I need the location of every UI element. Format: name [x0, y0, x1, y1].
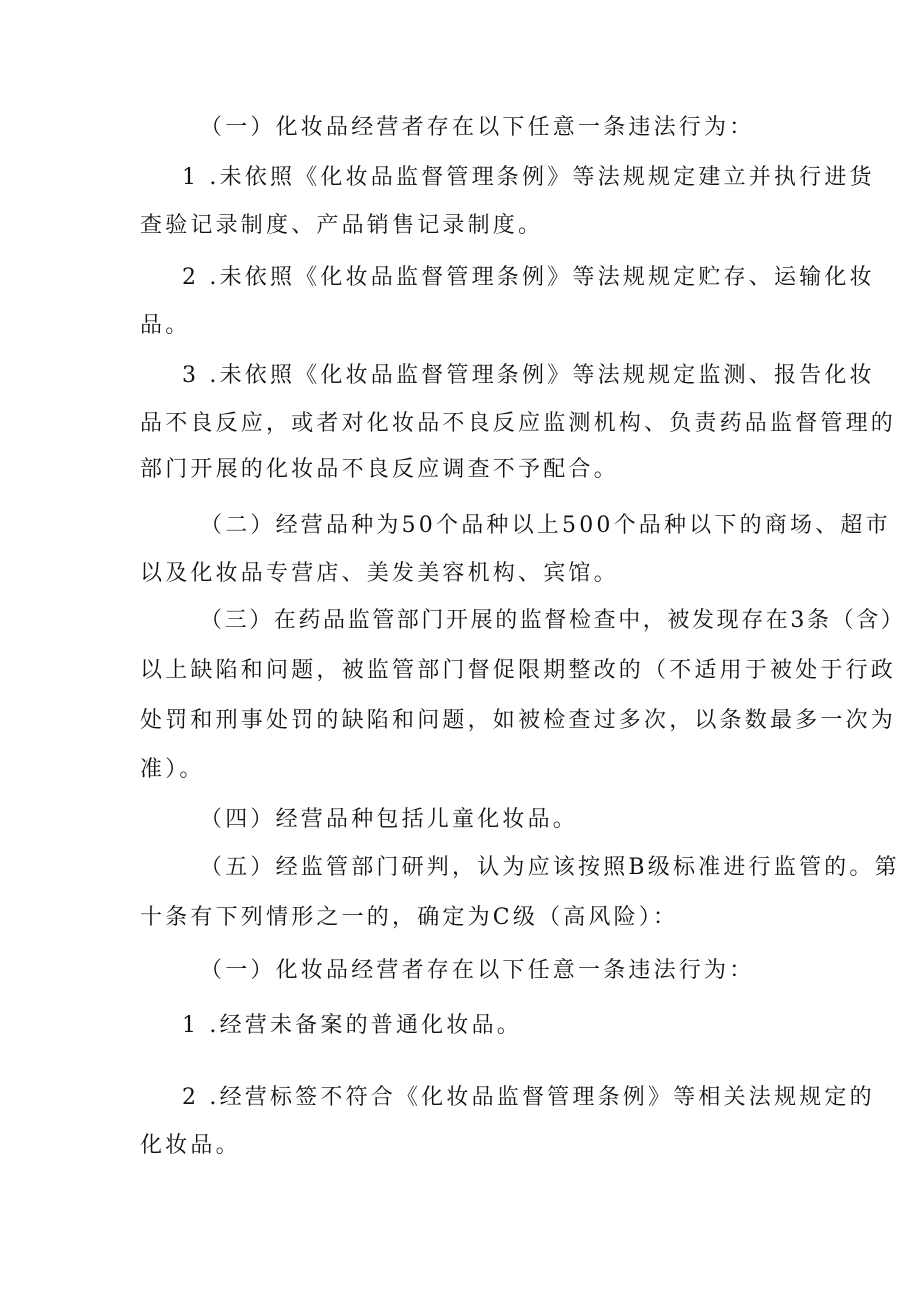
text-line-section-4: （四）经营品种包括儿童化妆品。: [200, 807, 579, 832]
text-line-item-1-part-1: 1 .未依照《化妆品监督管理条例》等法规规定建立并执行进货: [182, 165, 875, 190]
text-line-section-2-part-1: （二）经营品种为50个品种以上500个品种以下的商场、超市: [200, 513, 891, 538]
text-line-section-3-part-4: 准）。: [140, 757, 205, 782]
text-line-c-section-1-heading: （一）化妆品经营者存在以下任意一条违法行为：: [200, 958, 755, 983]
text-line-section-3-part-2: 以上缺陷和问题，被监管部门督促限期整改的（不适用于被处于行政: [140, 658, 897, 683]
text-line-section-3-part-3: 处罚和刑事处罚的缺陷和问题，如被检查过多次，以条数最多一次为: [140, 708, 897, 733]
text-line-section-5-part-1: （五）经监管部门研判，认为应该按照B级标准进行监管的。第: [200, 855, 900, 880]
text-line-item-3-part-1: 3 .未依照《化妆品监督管理条例》等法规规定监测、报告化妆: [182, 363, 875, 388]
text-line-section-5-part-2: 十条有下列情形之一的，确定为C级（高风险）：: [140, 905, 679, 930]
text-line-section-3-part-1: （三）在药品监管部门开展的监督检查中，被发现存在3条（含）: [200, 608, 906, 633]
text-line-item-2-part-1: 2 .未依照《化妆品监督管理条例》等法规规定贮存、运输化妆: [182, 265, 875, 290]
text-line-c-item-2-part-1: 2 .经营标签不符合《化妆品监督管理条例》等相关法规规定的: [182, 1085, 875, 1110]
text-line-c-item-2-part-2: 化妆品。: [140, 1133, 241, 1158]
text-line-item-3-part-3: 部门开展的化妆品不良反应调查不予配合。: [140, 457, 619, 482]
text-line-item-1-part-2: 查验记录制度、产品销售记录制度。: [140, 213, 544, 238]
text-line-item-3-part-2: 品不良反应，或者对化妆品不良反应监测机构、负责药品监督管理的: [140, 411, 897, 436]
text-line-c-item-1: 1 .经营未备案的普通化妆品。: [182, 1013, 522, 1038]
text-line-section-1-heading: （一）化妆品经营者存在以下任意一条违法行为：: [200, 115, 755, 140]
text-line-item-2-part-2: 品。: [140, 313, 191, 338]
text-line-section-2-part-2: 以及化妆品专营店、美发美容机构、宾馆。: [140, 561, 619, 586]
